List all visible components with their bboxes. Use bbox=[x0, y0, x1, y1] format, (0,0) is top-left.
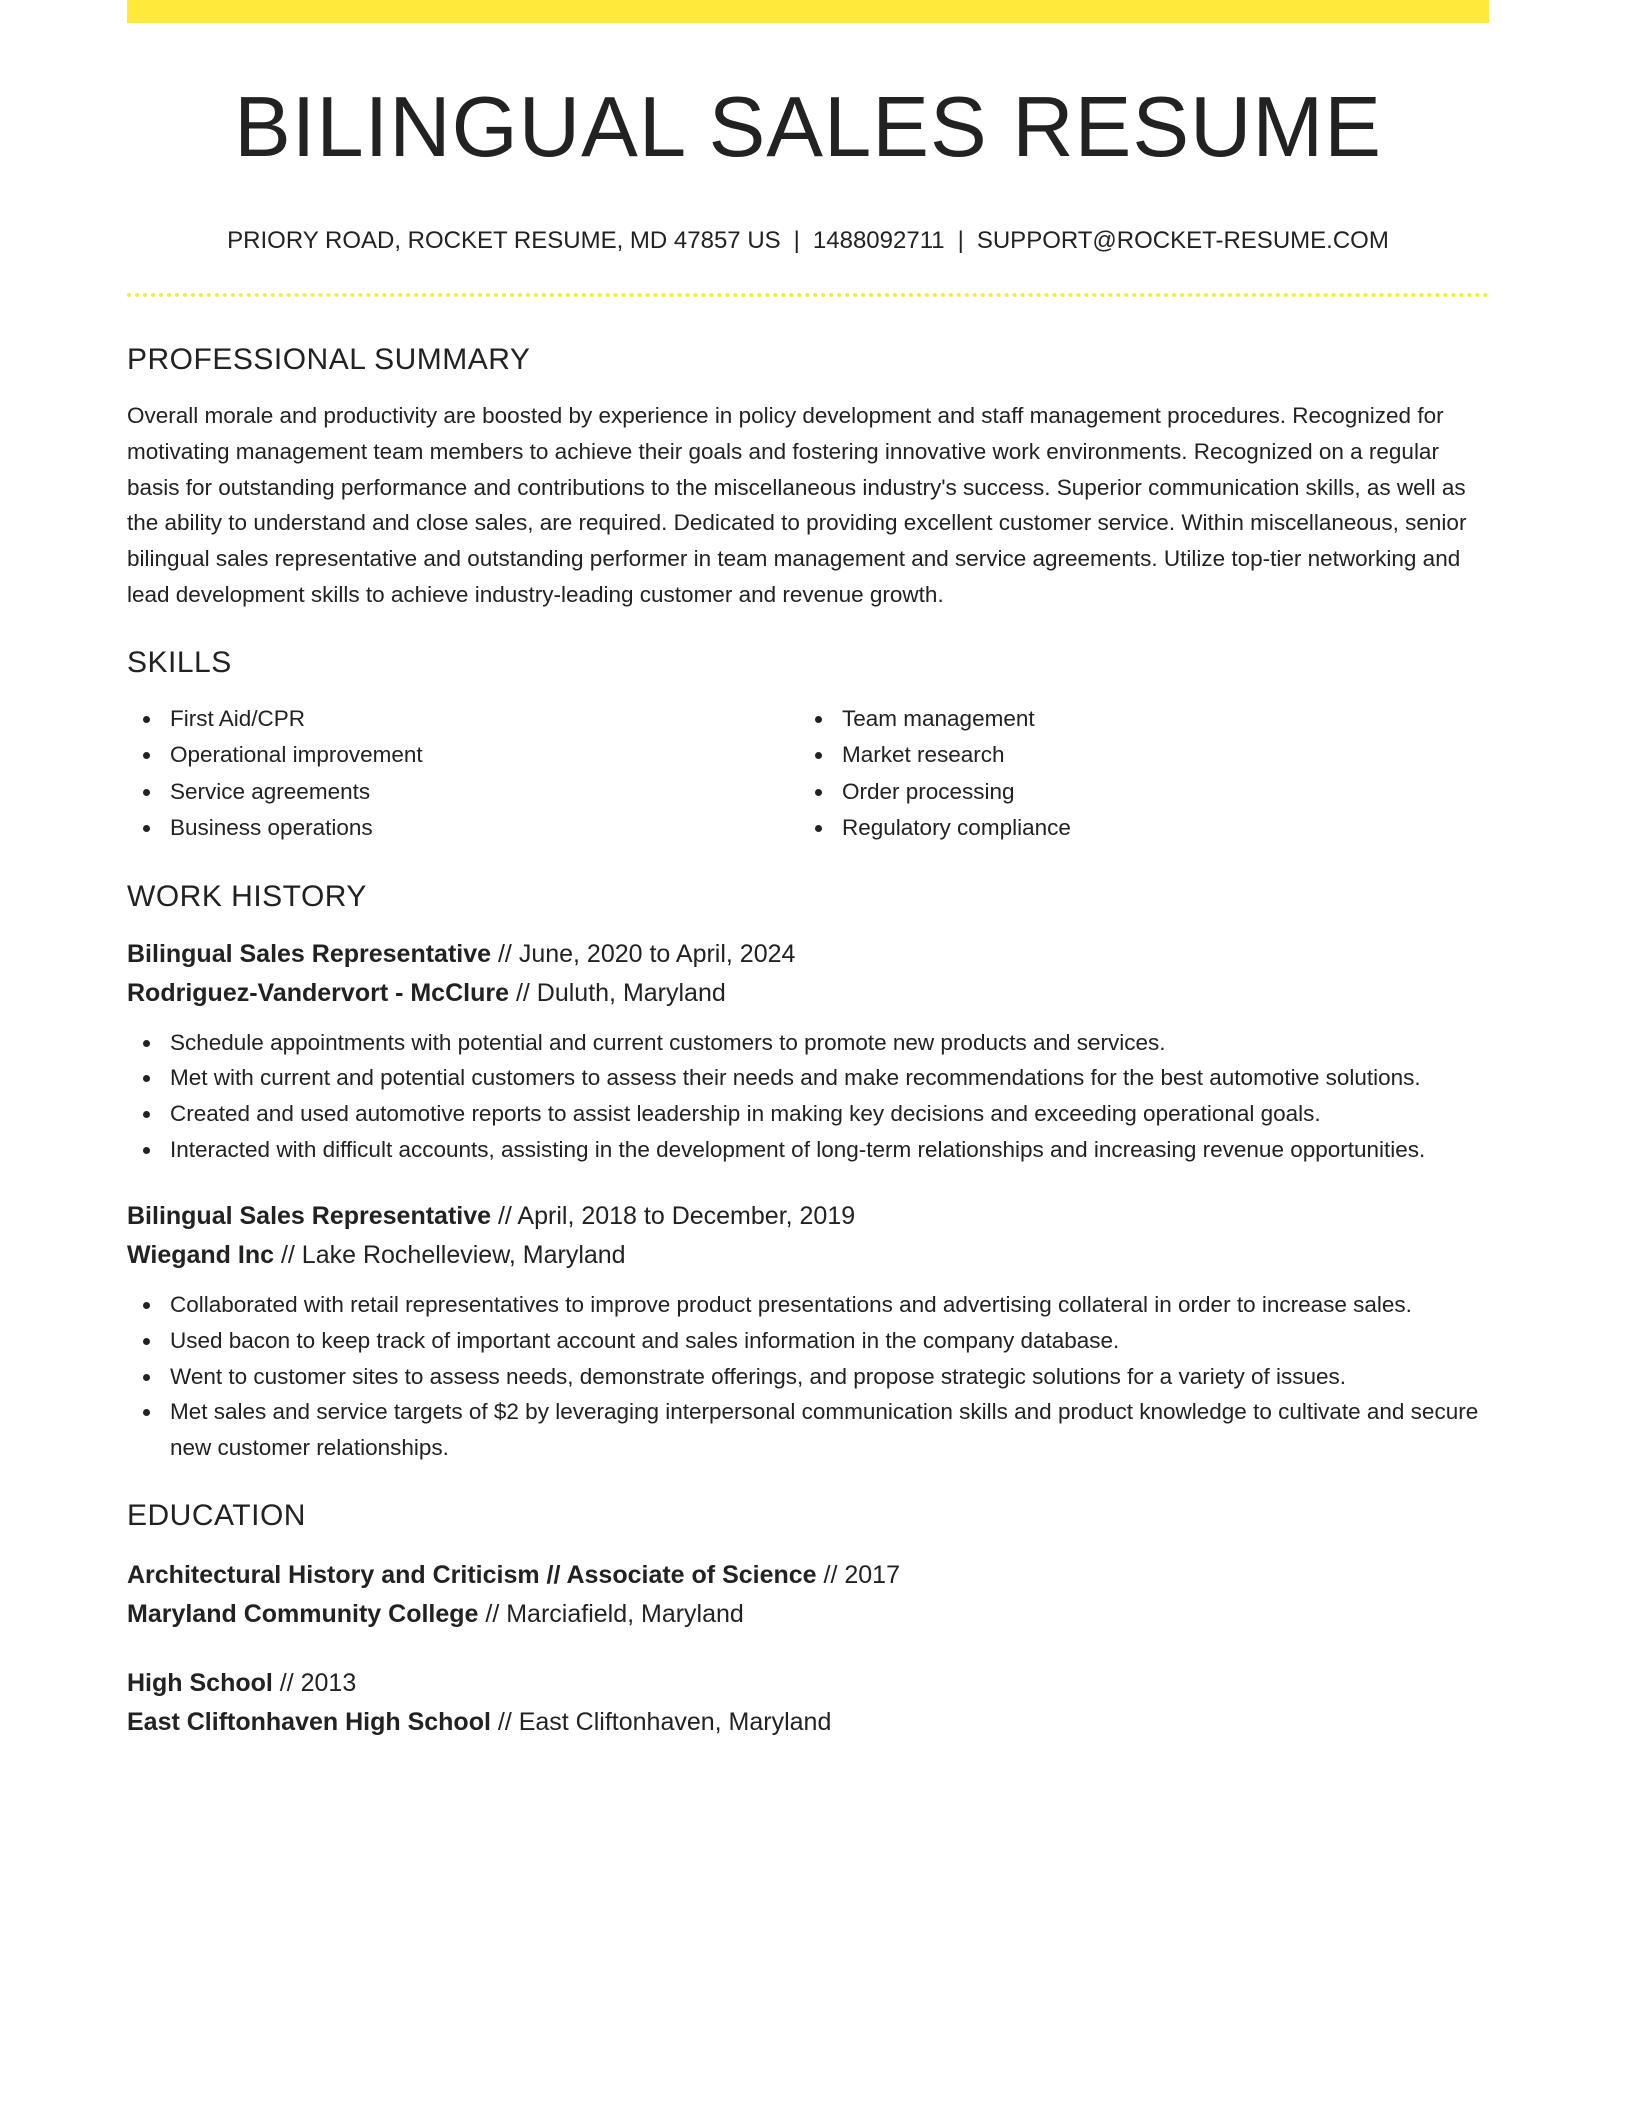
education-degree: High School bbox=[127, 1668, 273, 1697]
education-entry bbox=[127, 1664, 1489, 1742]
skills-grid bbox=[127, 701, 1489, 847]
skill-item: First Aid/CPR bbox=[127, 701, 799, 738]
education-school: Maryland Community College bbox=[127, 1599, 479, 1628]
resume-title: BILINGUAL SALES RESUME bbox=[234, 80, 1382, 175]
skills-column-left bbox=[127, 701, 799, 847]
job-dates: // April, 2018 to December, 2019 bbox=[491, 1202, 856, 1231]
job-entry bbox=[127, 1197, 1489, 1466]
job-dates: // June, 2020 to April, 2024 bbox=[491, 939, 796, 968]
education-year: // 2017 bbox=[816, 1560, 900, 1589]
job-title-line bbox=[127, 1197, 1489, 1236]
education-school-line bbox=[127, 1595, 1489, 1634]
job-bullet: Used bacon to keep track of important account and sales information in the company database. bbox=[127, 1323, 1489, 1359]
skills-column-right bbox=[799, 701, 1471, 847]
job-company-line bbox=[127, 974, 1489, 1013]
skill-item: Operational improvement bbox=[127, 737, 799, 774]
summary-heading: PROFESSIONAL SUMMARY bbox=[127, 343, 531, 377]
job-location: // Lake Rochelleview, Maryland bbox=[274, 1241, 626, 1270]
education-location: // East Cliftonhaven, Maryland bbox=[490, 1707, 832, 1736]
contact-separator: | bbox=[793, 226, 800, 254]
education-year: // 2013 bbox=[272, 1668, 357, 1697]
job-location: // Duluth, Maryland bbox=[509, 978, 726, 1007]
skill-item: Business operations bbox=[127, 810, 799, 847]
accent-top-bar bbox=[127, 0, 1489, 23]
education-degree-line bbox=[127, 1664, 1489, 1703]
contact-phone: 1488092711 bbox=[812, 226, 945, 254]
job-company-line bbox=[127, 1236, 1489, 1275]
job-bullets bbox=[127, 1025, 1489, 1168]
job-position: Bilingual Sales Representative bbox=[127, 1202, 492, 1231]
skill-item: Market research bbox=[799, 737, 1471, 774]
education-degree: Architectural History and Criticism // Associate of Science bbox=[127, 1560, 817, 1589]
work-history-heading: WORK HISTORY bbox=[127, 879, 367, 913]
skill-item: Service agreements bbox=[127, 774, 799, 811]
job-bullet: Met with current and potential customers to assess their needs and make recommendations for the best automotive solutions. bbox=[127, 1060, 1489, 1096]
contact-address: PRIORY ROAD, ROCKET RESUME, MD 47857 US bbox=[227, 226, 781, 254]
job-bullet: Went to customer sites to assess needs, demonstrate offerings, and propose strategic solutions for a variety of issues. bbox=[127, 1359, 1489, 1395]
dotted-divider bbox=[127, 293, 1489, 297]
resume-page bbox=[127, 0, 1489, 1742]
job-title-line bbox=[127, 935, 1489, 974]
contact-line bbox=[127, 227, 1489, 256]
skills-heading: SKILLS bbox=[127, 645, 232, 679]
education-school: East Cliftonhaven High School bbox=[127, 1707, 491, 1736]
summary-paragraph: Overall morale and productivity are boosted by experience in policy development and staff management procedures. Recognized for motivating management team members to achieve their goals and fostering innovative work environments. Recognized on a regular basis for outstanding performance and contributions to the miscellaneous industry's success. Superior communication skills, as well as the ability to understand and close sales, are required. Dedicated to providing excellent customer service. Within miscellaneous, senior bilingual sales representative and outstanding performer in team management and service agreements. Utilize top-tier networking and lead development skills to achieve industry-leading customer and revenue growth. bbox=[127, 403, 1467, 607]
job-bullet: Interacted with difficult accounts, assisting in the development of long-term relationships and increasing revenue opportunities. bbox=[127, 1132, 1489, 1168]
skill-item: Regulatory compliance bbox=[799, 810, 1471, 847]
contact-email: SUPPORT@ROCKET-RESUME.COM bbox=[976, 226, 1389, 254]
job-entry bbox=[127, 935, 1489, 1168]
education-entry bbox=[127, 1556, 1489, 1634]
job-company: Rodriguez-Vandervort - McClure bbox=[127, 978, 509, 1007]
education-school-line bbox=[127, 1703, 1489, 1742]
education-degree-line bbox=[127, 1556, 1489, 1595]
contact-separator: | bbox=[957, 226, 964, 254]
job-bullets bbox=[127, 1287, 1489, 1466]
job-position: Bilingual Sales Representative bbox=[127, 939, 492, 968]
job-bullet: Created and used automotive reports to assist leadership in making key decisions and exceeding operational goals. bbox=[127, 1096, 1489, 1132]
education-heading: EDUCATION bbox=[127, 1498, 306, 1532]
job-company: Wiegand Inc bbox=[127, 1241, 275, 1270]
job-bullet: Collaborated with retail representatives to improve product presentations and advertising collateral in order to increase sales. bbox=[127, 1287, 1489, 1323]
skill-item: Team management bbox=[799, 701, 1471, 738]
job-bullet: Schedule appointments with potential and current customers to promote new products and services. bbox=[127, 1025, 1489, 1061]
education-location: // Marciafield, Maryland bbox=[478, 1599, 744, 1628]
job-bullet: Met sales and service targets of $2 by leveraging interpersonal communication skills and product knowledge to cultivate and secure new customer relationships. bbox=[127, 1394, 1489, 1465]
skill-item: Order processing bbox=[799, 774, 1471, 811]
